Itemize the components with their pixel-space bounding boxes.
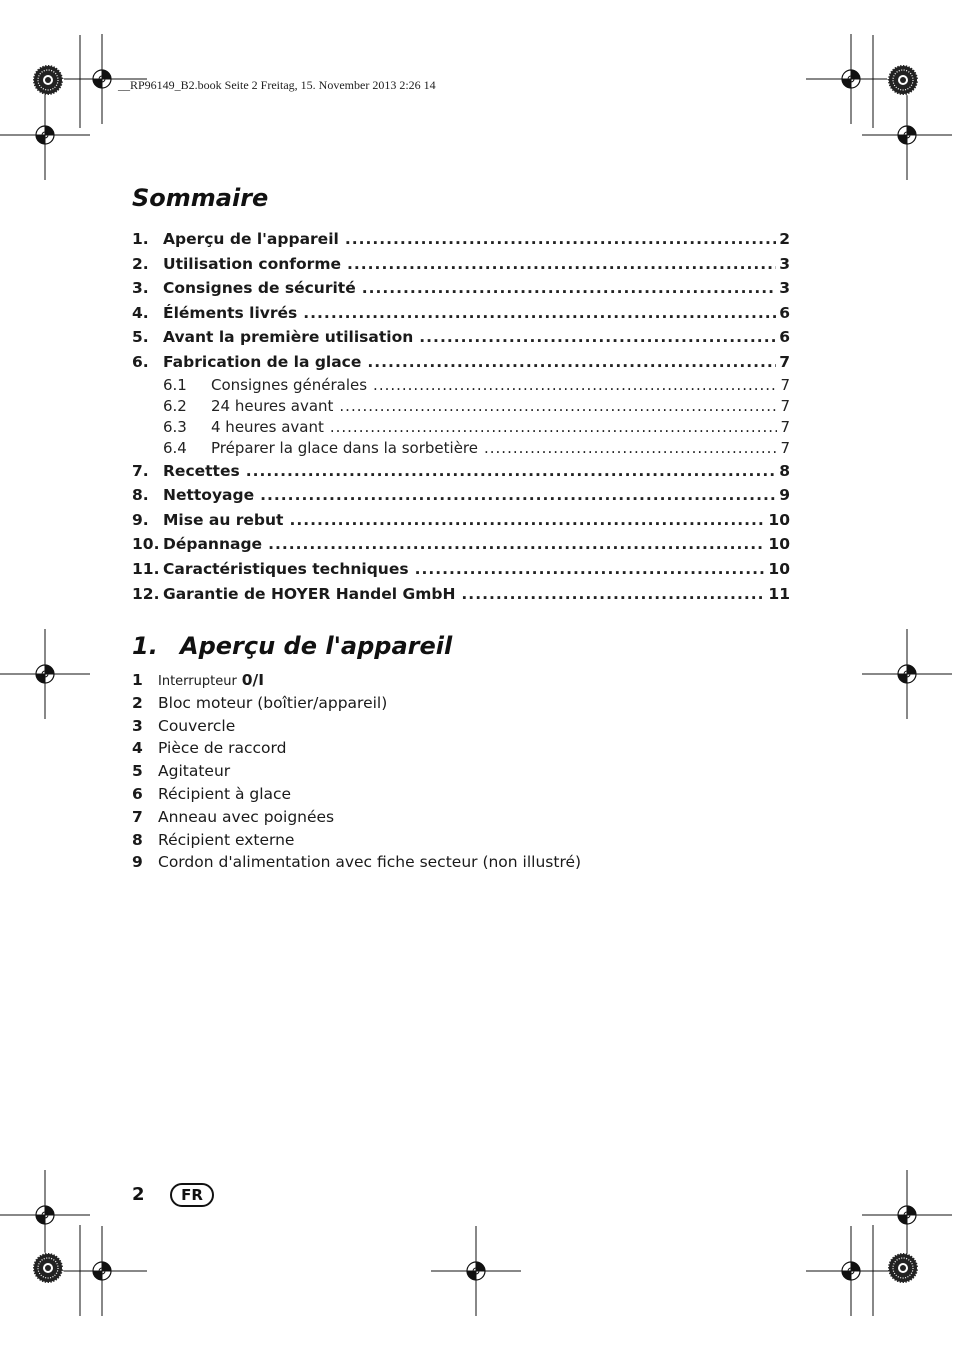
- toc-entry-title: Mise au rebut: [163, 510, 284, 529]
- toc-entry: [132, 483, 790, 508]
- toc-entry-number: 4.: [132, 303, 149, 322]
- toc-entry-title: Caractéristiques techniques: [163, 559, 409, 578]
- toc-entry-number: 6.1: [163, 375, 187, 394]
- toc-entry-title: Nettoyage: [163, 486, 255, 505]
- toc-entry-page: 7: [780, 438, 790, 457]
- part-number: 4: [132, 739, 143, 758]
- toc-entry-number: 2.: [132, 254, 149, 273]
- toc-entry-title: Recettes: [163, 461, 240, 480]
- toc-entry: [132, 557, 790, 582]
- parts-list: [132, 669, 581, 874]
- toc-leader-dots: [289, 508, 765, 533]
- toc-entry-title: 24 heures avant: [211, 396, 334, 415]
- toc-entry-title: Aperçu de l'appareil: [163, 230, 339, 248]
- toc-entry-page: 6: [779, 328, 790, 347]
- toc-entry-number: 6.3: [163, 417, 187, 436]
- toc-entry: [132, 325, 790, 350]
- toc-entry: [132, 532, 790, 557]
- part-item: [132, 760, 581, 783]
- toc-entry-page: 7: [780, 375, 790, 394]
- toc-leader-dots: [260, 483, 776, 508]
- toc-leader-dots: [419, 325, 776, 350]
- part-label: Récipient à glace: [158, 784, 292, 803]
- toc-entry-number: 1.: [132, 230, 149, 248]
- toc-entry-page: 11: [768, 584, 790, 603]
- toc-entry: [132, 438, 790, 459]
- toc-leader-dots: [268, 532, 765, 557]
- toc-entry-page: 3: [779, 279, 790, 298]
- language-badge: FR: [170, 1183, 214, 1207]
- toc-entry-page: 10: [768, 559, 790, 578]
- part-number: 1: [132, 671, 143, 689]
- toc-entry-page: 8: [779, 461, 790, 480]
- toc-entry-number: 12.: [132, 584, 160, 603]
- toc-entry-page: 6: [779, 303, 790, 322]
- toc-entry-number: 7.: [132, 461, 149, 480]
- part-number: 9: [132, 853, 143, 872]
- toc-entry: [132, 301, 790, 326]
- part-number: 2: [132, 693, 143, 712]
- toc-entry: [132, 508, 790, 533]
- toc-leader-dots: [246, 459, 776, 484]
- toc-entry: [132, 582, 790, 607]
- part-item: [132, 692, 581, 715]
- toc-entry-number: 11.: [132, 559, 160, 578]
- part-number: 3: [132, 716, 143, 735]
- part-number: 6: [132, 784, 143, 803]
- toc-entry: [132, 350, 790, 375]
- part-label: Agitateur: [158, 762, 231, 781]
- toc-entry-page: 7: [780, 396, 790, 415]
- part-label-suffix: 0/I: [241, 671, 264, 689]
- toc-entry-title: Dépannage: [163, 535, 263, 554]
- page-number: 2: [132, 1184, 145, 1205]
- toc-entry-title: Avant la première utilisation: [163, 328, 414, 347]
- part-label: Interrupteur: [158, 674, 237, 689]
- toc-entry-page: 2: [779, 230, 790, 248]
- table-of-contents: [132, 227, 790, 606]
- section-heading: [132, 632, 452, 660]
- print-header: __RP96149_B2.book Seite 2 Freitag, 15. November 2013 2:26 14: [118, 78, 436, 92]
- part-item: [132, 715, 581, 738]
- toc-entry-title: 4 heures avant: [211, 417, 324, 436]
- part-number: 7: [132, 807, 143, 826]
- part-item: [132, 669, 581, 692]
- toc-entry-number: 6.2: [163, 396, 187, 415]
- part-item: [132, 851, 581, 874]
- toc-entry: [132, 276, 790, 301]
- toc-entry-number: 10.: [132, 535, 160, 554]
- toc-entry-number: 8.: [132, 486, 149, 505]
- toc-entry-title: Consignes générales: [211, 375, 368, 394]
- part-item: [132, 829, 581, 852]
- toc-title: Sommaire: [132, 184, 269, 212]
- toc-leader-dots: [345, 227, 776, 252]
- toc-entry-title: Garantie de HOYER Handel GmbH: [163, 584, 456, 603]
- part-item: [132, 737, 581, 760]
- toc-entry-page: 7: [779, 352, 790, 371]
- toc-entry-number: 3.: [132, 279, 149, 298]
- toc-entry: [132, 396, 790, 417]
- section-number: 1.: [132, 632, 158, 660]
- toc-entry-number: 5.: [132, 328, 149, 347]
- part-number: 5: [132, 762, 143, 781]
- toc-entry-page: 9: [779, 486, 790, 505]
- toc-leader-dots: [339, 396, 777, 417]
- part-item: [132, 783, 581, 806]
- part-item: [132, 806, 581, 829]
- toc-entry: [132, 252, 790, 277]
- toc-entry: [132, 227, 790, 252]
- toc-entry-page: 10: [768, 535, 790, 554]
- toc-entry-title: Utilisation conforme: [163, 254, 341, 273]
- toc-leader-dots: [347, 252, 776, 277]
- toc-entry-page: 10: [768, 510, 790, 529]
- toc-leader-dots: [362, 276, 776, 301]
- toc-entry: [132, 375, 790, 396]
- toc-entry: [132, 417, 790, 438]
- toc-leader-dots: [373, 375, 777, 396]
- toc-entry-number: 6.: [132, 352, 149, 371]
- part-label: Pièce de raccord: [158, 739, 287, 758]
- toc-leader-dots: [367, 350, 776, 375]
- part-label: Bloc moteur (boîtier/appareil): [158, 693, 388, 712]
- toc-entry-number: 9.: [132, 510, 149, 529]
- toc-entry-title: Éléments livrés: [163, 303, 298, 322]
- toc-entry-title: Fabrication de la glace: [163, 352, 362, 371]
- toc-entry-title: Consignes de sécurité: [163, 279, 356, 298]
- part-number: 8: [132, 830, 143, 849]
- toc-leader-dots: [415, 557, 766, 582]
- part-label: Cordon d'alimentation avec fiche secteur (non illustré): [158, 853, 582, 872]
- toc-leader-dots: [330, 417, 778, 438]
- toc-leader-dots: [461, 582, 765, 607]
- section-title: Aperçu de l'appareil: [180, 632, 453, 660]
- part-label: Récipient externe: [158, 830, 295, 849]
- toc-leader-dots: [484, 438, 777, 459]
- toc-leader-dots: [303, 301, 776, 326]
- part-label: Anneau avec poignées: [158, 807, 335, 826]
- toc-entry-title: Préparer la glace dans la sorbetière: [211, 438, 478, 457]
- toc-entry-page: 7: [780, 417, 790, 436]
- toc-entry-page: 3: [779, 254, 790, 273]
- part-label: Couvercle: [158, 716, 236, 735]
- toc-entry: [132, 459, 790, 484]
- toc-entry-number: 6.4: [163, 438, 187, 457]
